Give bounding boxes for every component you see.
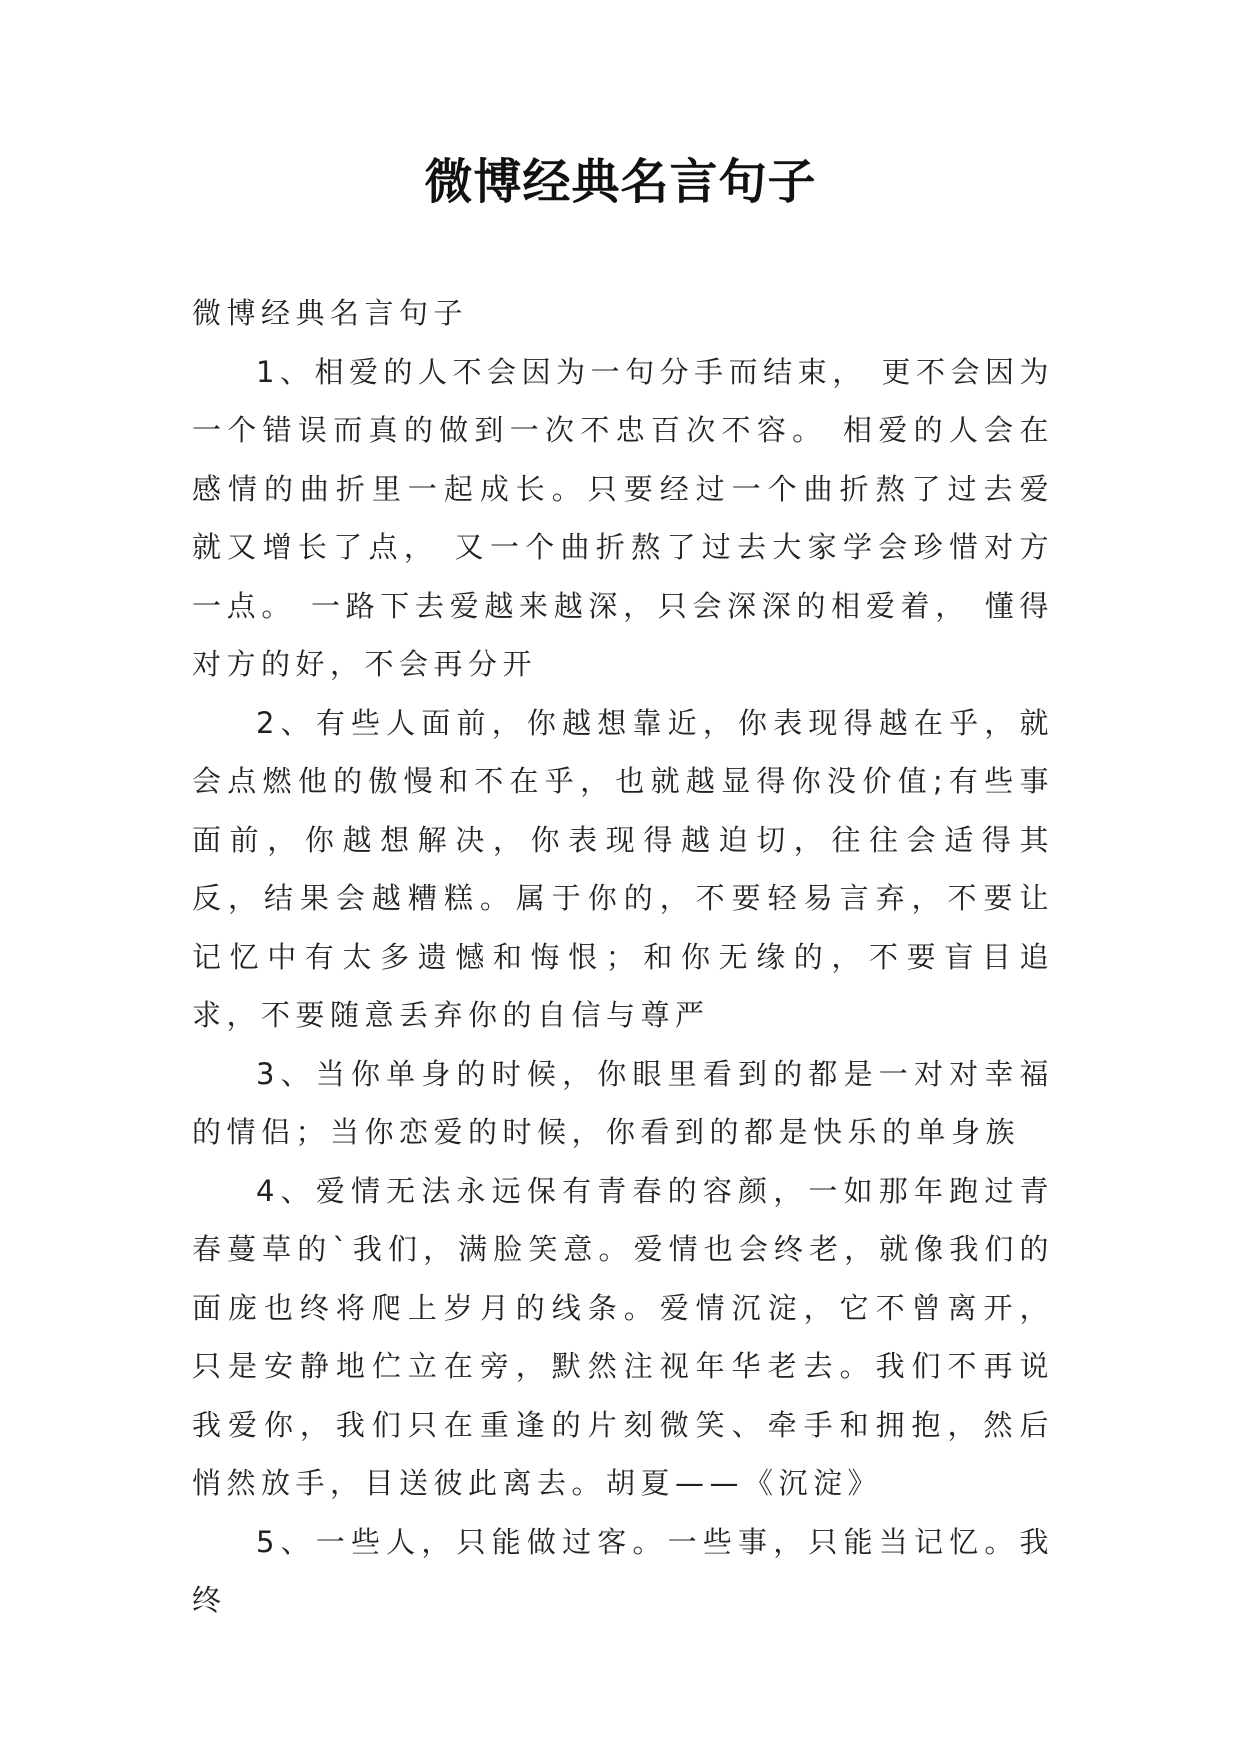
paragraph-2: 2、有些人面前，你越想靠近，你表现得越在乎，就会点燃他的傲慢和不在乎，也就越显得你没价值;有些事面前，你越想解决，你表现得越迫切，往往会适得其反，结果会越糟糕。属于你的，不要轻易言弃，不要让记忆中有太多遗憾和悔恨；和你无缘的，不要盲目追求，不要随意丢弃你的自信与尊严 — [192, 705, 1054, 1032]
paragraph-5: 5、一些人，只能做过客。一些事，只能当记忆。我终 — [192, 1524, 1054, 1617]
paragraph-1: 1、相爱的人不会因为一句分手而结束， 更不会因为一个错误而真的做到一次不忠百次不容。 相爱的人会在感情的曲折里一起成长。只要经过一个曲折熬了过去爱就又增长了点， 又一个曲折熬了过去大家学会珍惜对方一点。 一路下去爱越来越深，只会深深的相爱着， 懂得对方的好，不会再分开 — [192, 354, 1054, 681]
paragraph-3: 3、当你单身的时候，你眼里看到的都是一对对幸福的情侣；当你恋爱的时候，你看到的都是快乐的单身族 — [192, 1056, 1054, 1149]
document-title: 微博经典名言句子 — [424, 154, 817, 210]
document-subtitle: 微博经典名言句子 — [192, 296, 469, 330]
paragraph-4: 4、爱情无法永远保有青春的容颜，一如那年跑过青春蔓草的`我们，满脸笑意。爱情也会终老，就像我们的面庞也终将爬上岁月的线条。爱情沉淀，它不曾离开，只是安静地伫立在旁，默然注视年华老去。我们不再说我爱你，我们只在重逢的片刻微笑、牵手和拥抱，然后悄然放手，目送彼此离去。胡夏——《沉淀》 — [192, 1173, 1054, 1500]
document-body — [192, 284, 1054, 1630]
